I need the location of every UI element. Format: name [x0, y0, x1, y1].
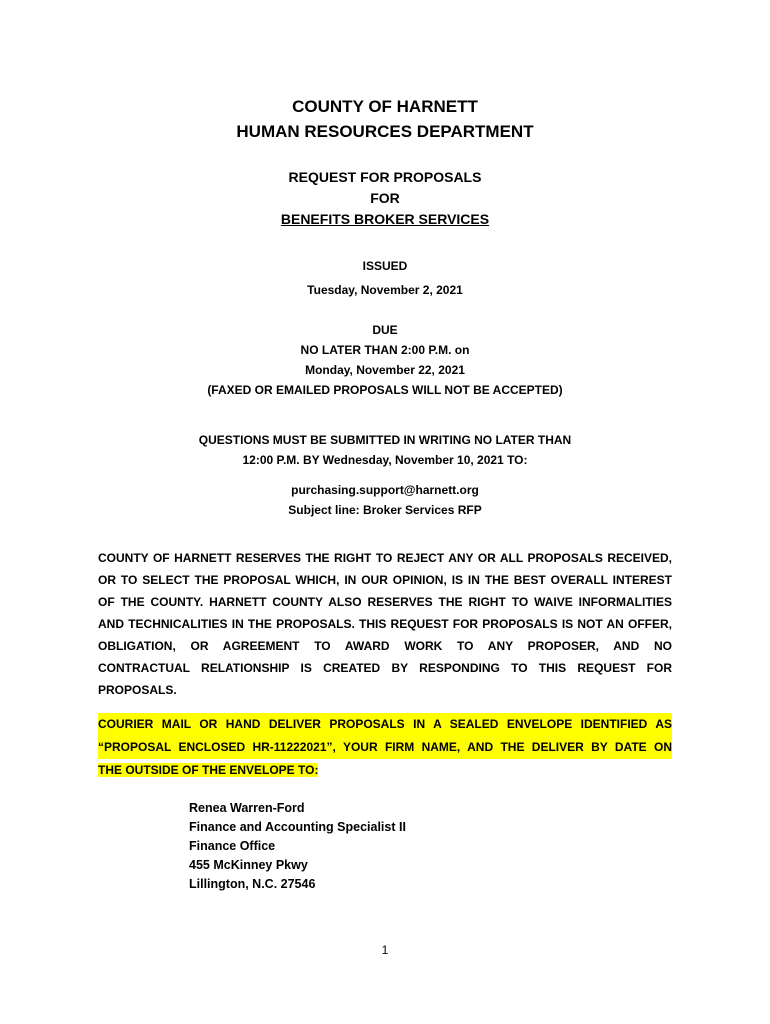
county-name: COUNTY OF HARNETT	[292, 97, 478, 116]
rfp-heading	[0, 167, 770, 230]
recipient-street: 455 McKinney Pkwy	[189, 858, 308, 872]
reservation-paragraph	[98, 547, 672, 701]
due-label: DUE	[372, 323, 398, 337]
recipient-city: Lillington, N.C. 27546	[189, 877, 316, 891]
delivery-line-wrap	[98, 759, 672, 782]
document-title	[0, 94, 770, 144]
reservation-line: OF THE COUNTY. HARNETT COUNTY ALSO RESERVES THE RIGHT TO WAIVE INFORMALITIES	[98, 595, 672, 609]
delivery-line: COURIER MAIL OR HAND DELIVER PROPOSALS IN A SEALED ENVELOPE IDENTIFIED AS	[98, 713, 672, 736]
issued-date: Tuesday, November 2, 2021	[307, 283, 463, 297]
due-time: NO LATER THAN 2:00 P.M. on	[300, 343, 470, 357]
contact-email[interactable]: purchasing.support@harnett.org	[291, 483, 479, 497]
rfp-line-2: FOR	[370, 190, 400, 206]
delivery-line: “PROPOSAL ENCLOSED HR-11222021”, YOUR FIRM NAME, AND THE DELIVER BY DATE ON	[98, 736, 672, 759]
due-date: Monday, November 22, 2021	[305, 363, 465, 377]
rfp-line-1: REQUEST FOR PROPOSALS	[288, 169, 482, 185]
reservation-line: PROPOSALS.	[98, 683, 177, 697]
email-subject-line: Subject line: Broker Services RFP	[288, 503, 482, 517]
department-name: HUMAN RESOURCES DEPARTMENT	[236, 122, 534, 141]
reservation-line: CONTRACTUAL RELATIONSHIP IS CREATED BY RESPONDING TO THIS REQUEST FOR	[98, 661, 672, 675]
reservation-line: OR TO SELECT THE PROPOSAL WHICH, IN OUR OPINION, IS IN THE BEST OVERALL INTEREST	[98, 573, 672, 587]
delivery-paragraph	[98, 713, 672, 782]
rfp-line-3: BENEFITS BROKER SERVICES	[280, 211, 490, 227]
address-block	[189, 799, 406, 894]
recipient-office: Finance Office	[189, 839, 276, 853]
contact-section	[0, 480, 770, 520]
issued-section	[0, 256, 770, 300]
delivery-line: THE OUTSIDE OF THE ENVELOPE TO:	[98, 763, 319, 777]
page-number: 1	[381, 943, 389, 957]
questions-line-1: QUESTIONS MUST BE SUBMITTED IN WRITING NO LATER THAN	[198, 433, 572, 447]
questions-section	[0, 430, 770, 470]
recipient-name: Renea Warren-Ford	[189, 801, 305, 815]
questions-line-2: 12:00 P.M. BY Wednesday, November 10, 2021 TO:	[242, 453, 528, 467]
recipient-title: Finance and Accounting Specialist II	[189, 820, 406, 834]
due-note: (FAXED OR EMAILED PROPOSALS WILL NOT BE ACCEPTED)	[207, 383, 563, 397]
reservation-line: COUNTY OF HARNETT RESERVES THE RIGHT TO REJECT ANY OR ALL PROPOSALS RECEIVED,	[98, 551, 672, 565]
due-section	[0, 320, 770, 400]
reservation-line: AND TECHNICALITIES IN THE PROPOSALS. THIS REQUEST FOR PROPOSALS IS NOT AN OFFER,	[98, 617, 672, 631]
reservation-line: OBLIGATION, OR AGREEMENT TO AWARD WORK TO ANY PROPOSER, AND NO	[98, 639, 672, 653]
issued-label: ISSUED	[362, 259, 408, 273]
